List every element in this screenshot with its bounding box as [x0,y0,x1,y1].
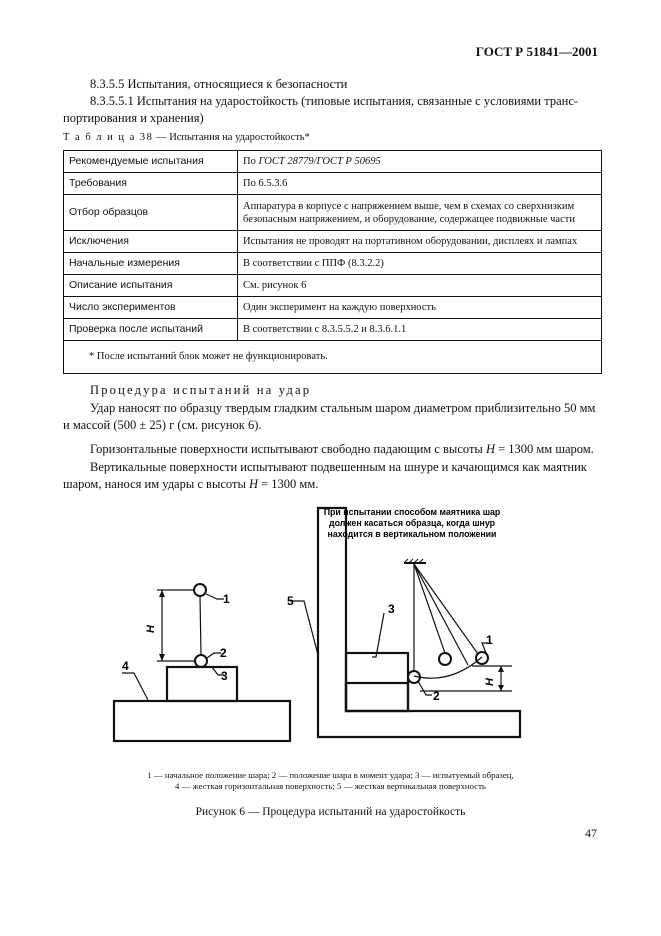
figure-note-line: находится в вертикальном положении [327,529,497,539]
height-label-right: H [484,678,496,686]
leader-2-right [418,681,432,695]
row-value-prefix: По [243,156,259,167]
table-row [64,297,602,319]
row-value: См. рисунок 6 [238,275,602,297]
procedure-paragraph-1-cont: и массой (500 ± 25) г (см. рисунок 6). [63,418,262,432]
procedure-paragraph-3: Вертикальные поверхности испытывают подвешенным на шнуре и качающимся как маятник [90,460,587,474]
cord-initial [414,564,478,654]
test-sample-right-outline [346,683,408,711]
text-part: Горизонтальные поверхности испытывают свободно падающим с высоты [90,442,486,456]
leader-4 [122,673,148,700]
table-footnote-row [64,341,602,374]
height-variable: H [248,477,258,491]
row-label: Начальные измерения [64,253,238,275]
fall-line [200,596,201,655]
leader-2 [207,653,221,658]
table-footnote: * После испытаний блок может не функционировать. [64,341,602,374]
leader-3-right [372,613,384,657]
label-3-left: 3 [221,669,228,683]
swing-arc [414,657,482,678]
document-header: ГОСТ Р 51841—2001 [475,44,598,59]
table-row [64,173,602,195]
row-value: Один эксперимент на каждую поверхность [238,297,602,319]
standard-reference: ГОСТ 28779/ГОСТ Р 50695 [258,156,381,167]
figure-caption: Рисунок 6 — Процедура испытаний на ударостойкость [195,806,466,818]
row-label: Рекомендуемые испытания [64,151,238,173]
figure-legend [0,770,661,792]
row-value [238,151,602,173]
pendulum-ball-initial [476,652,488,664]
section-heading-8-3-5-5-1: 8.3.5.5.1 Испытания на ударостойкость (типовые испытания, связанные с условиями транс- [90,94,579,108]
height-variable: H [485,442,495,456]
procedure-paragraph-1: Удар наносят по образцу твердым гладким стальным шаром диаметром приблизительно 50 мм [90,401,596,415]
table-caption-prefix: Т а б л и ц а 38 [63,132,154,143]
text-part: = 1300 мм. [258,477,319,491]
row-label: Проверка после испытаний [64,319,238,341]
impact-test-diagram [100,495,540,745]
page-number: 47 [585,826,597,840]
cord-mid [414,564,445,653]
table-row [64,195,602,231]
table-caption [63,132,310,143]
procedure-paragraph-3-cont [63,476,318,493]
label-4: 4 [122,659,129,673]
pendulum-ball-mid [439,653,451,665]
label-3-right: 3 [388,602,395,616]
table-caption-text: — Испытания на ударостойкость* [153,132,310,143]
row-value-line: безопасным напряжением, и оборудование, содержащее подвижные части [243,213,575,225]
rigid-vertical-surface [318,508,520,737]
label-2-left: 2 [220,646,227,660]
row-value: Испытания не проводят на портативном оборудовании, дисплеях и лампах [238,231,602,253]
row-value: В соответствии с ППФ (8.3.2.2) [238,253,602,275]
row-label: Исключения [64,231,238,253]
row-label: Число экспериментов [64,297,238,319]
section-heading-8-3-5-5-1-cont: портирования и хранения) [63,111,204,125]
leader-5 [290,601,318,655]
leader-1 [206,594,224,599]
row-value: В соответствии с 8.3.5.5.2 и 8.3.6.1.1 [238,319,602,341]
label-5: 5 [287,594,294,608]
table-row [64,253,602,275]
row-label: Описание испытания [64,275,238,297]
text-part: шаром, нанося им удары с высоты [63,477,249,491]
text-part: = 1300 мм шаром. [494,442,594,456]
table-row [64,275,602,297]
section-heading-8-3-5-5: 8.3.5.5 Испытания, относящиеся к безопасности [90,77,348,91]
table-row [64,231,602,253]
row-value-line: Аппаратура в корпусе с напряжением выше, чем в схемах со сверхнизким [243,200,575,212]
ball-initial-position [194,584,206,596]
procedure-heading: Процедура испытаний на удар [90,383,312,397]
label-1-right: 1 [486,633,493,647]
table-row [64,319,602,341]
row-label: Требования [64,173,238,195]
cord-swing [414,564,468,665]
ball-impact-position [195,655,207,667]
row-value: По 6.5.3.6 [238,173,602,195]
table-row [64,151,602,173]
impact-test-table [63,150,602,374]
row-label: Отбор образцов [64,195,238,231]
procedure-paragraph-2 [90,441,600,458]
legend-line: 4 — жесткая горизонтальная поверхность; 5 — жесткая вертикальная поверхность [175,781,486,791]
row-value [238,195,602,231]
figure-note-line: должен касаться образца, когда шнур [328,518,496,528]
label-1-left: 1 [223,592,230,606]
figure-note-line: При испытании способом маятника шар [323,507,501,517]
label-2-right: 2 [433,689,440,703]
rigid-horizontal-surface [114,701,290,741]
height-label-left: H [145,625,157,633]
legend-line: 1 — начальное положение шара; 2 — положение шара в момент удара; 3 — испытуемый образец, [147,770,514,780]
